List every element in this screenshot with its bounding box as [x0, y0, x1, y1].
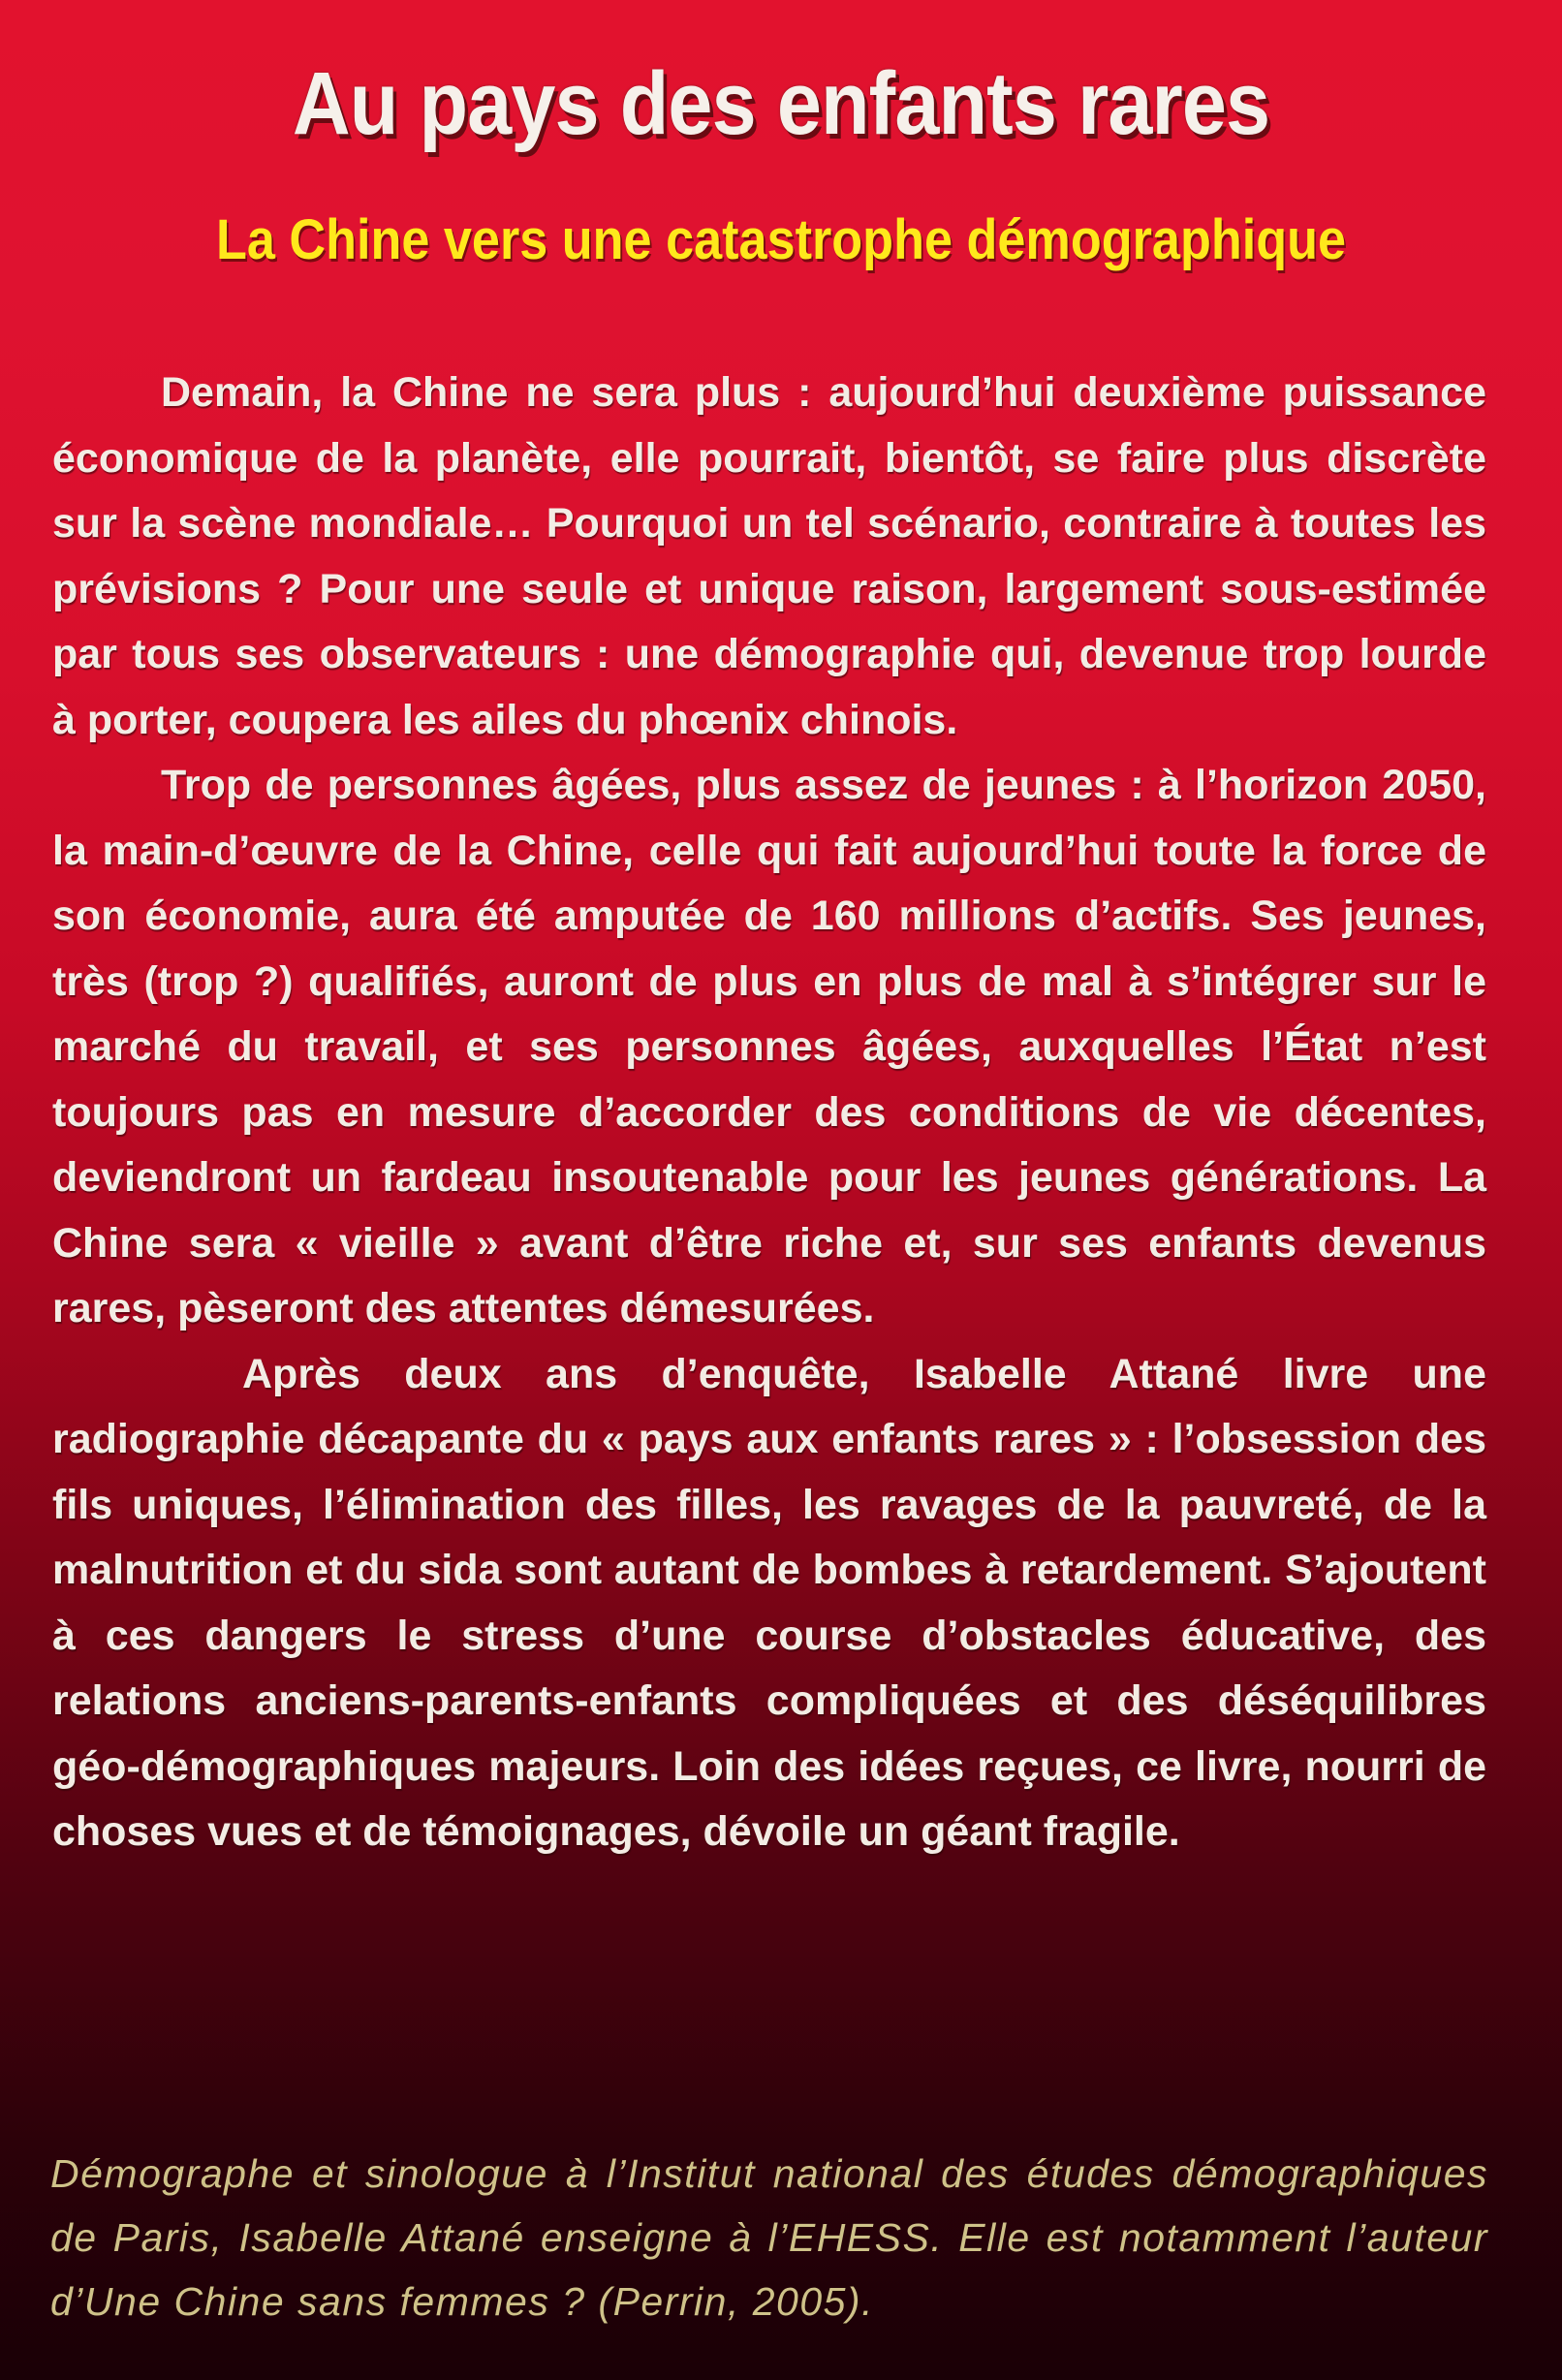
book-subtitle: La Chine vers une catastrophe démographique [215, 208, 1347, 271]
blurb-paragraph-2: Trop de personnes âgées, plus assez de jeunes : à l’horizon 2050, la main-d’œuvre de la Chine, celle qui fait aujourd’hui toute la force de son économie, aura été amputée de 160 millions d’actifs. Ses jeunes, très (trop ?) qualifiés, auront de plus en plus de mal à s’intégrer sur le marché du travail, et ses personnes âgées, auxquelles l’État n’est toujours pas en mesure d’accorder des conditions de vie décentes, deviendront un fardeau insoutenable pour les jeunes générations. La Chine sera « vieille » avant d’être riche et, sur ses enfants devenus rares, pèseront des attentes démesurées. [52, 762, 1486, 1331]
blurb-paragraph-1: Demain, la Chine ne sera plus : aujourd’hui deuxième puissance économique de la planète, elle pourrait, bientôt, se faire plus discrète sur la scène mondiale… Pourquoi un tel scénario, contraire à toutes les prévisions ? Pour une seule et unique raison, largement sous-estimée par tous ses observateurs : une démographie qui, devenue trop lourde à porter, coupera les ailes du phœnix chinois. [52, 369, 1486, 743]
author-note: Démographe et sinologue à l’Institut national des études démographiques de Paris, Isabelle Attané enseigne à l’EHESS. Elle est notamment l’auteur d’Une Chine sans femmes ? (Perrin, 2005). [50, 2151, 1488, 2324]
blurb-paragraph-3: Après deux ans d’enquête, Isabelle Attané livre une radiographie décapante du « pays aux enfants rares » : l’obsession des fils uniques, l’élimination des filles, les ravages de la pauvreté, de la malnutrition et du sida sont autant de bombes à retardement. S’ajoutent à ces dangers le stress d’une course d’obstacles éducative, des relations anciens-parents-enfants compliquées et des déséquilibres géo-démographiques majeurs. Loin des idées reçues, ce livre, nourri de choses vues et de témoignages, dévoile un géant fragile. [52, 1350, 1486, 1855]
blurb [52, 360, 1486, 1865]
book-title: Au pays des enfants rares [292, 54, 1270, 153]
